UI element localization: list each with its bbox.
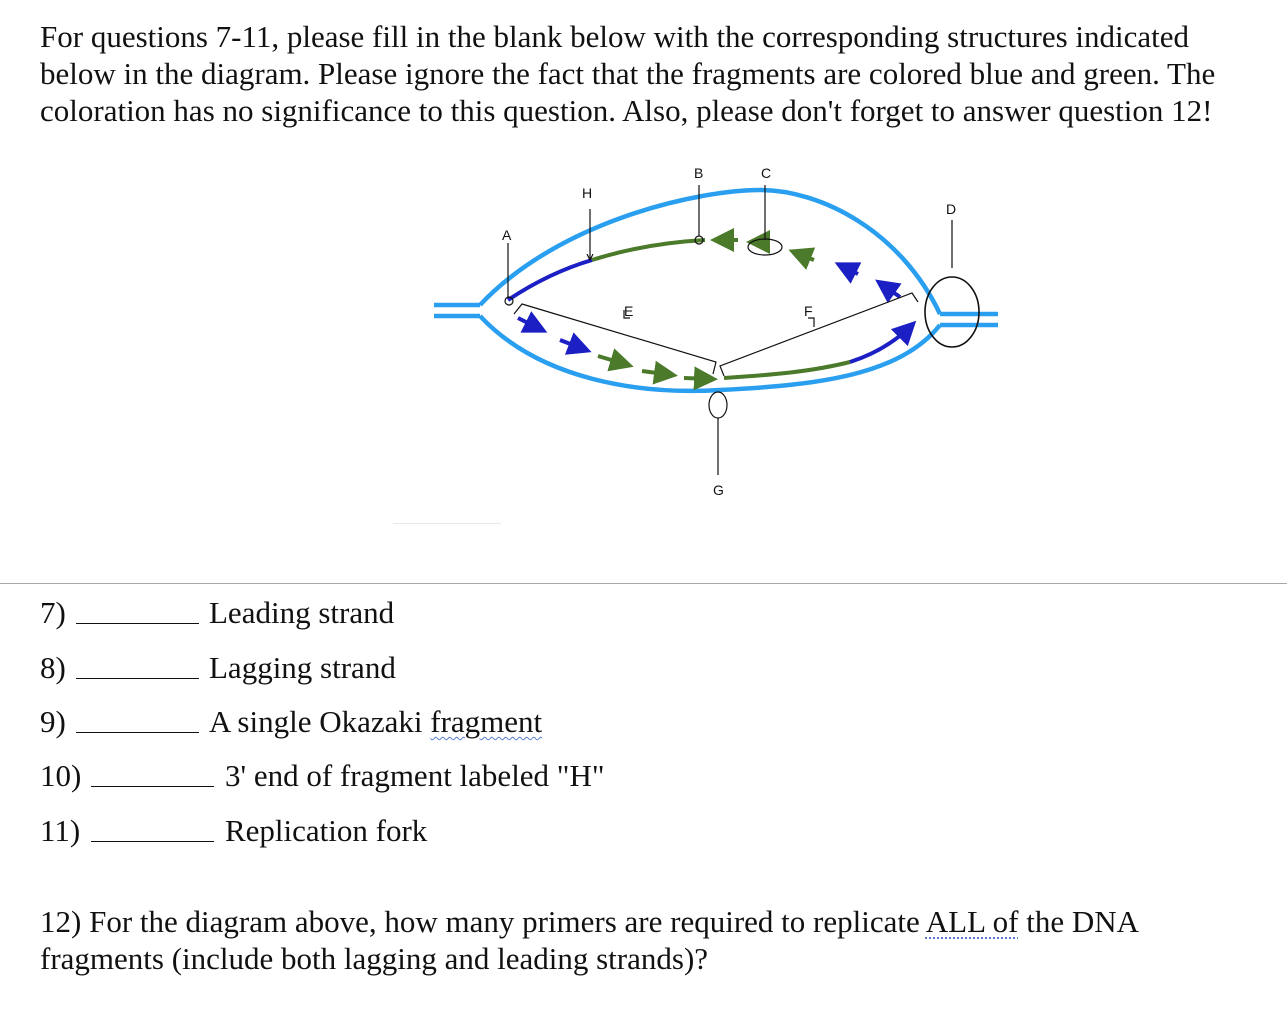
question-text: Leading strand <box>209 595 395 630</box>
answer-blank[interactable] <box>76 732 199 733</box>
question-11 <box>40 813 740 853</box>
leading-strand-top <box>508 260 592 300</box>
question-12-text-start: 12) For the diagram above, how many primers are required to replicate <box>40 904 926 939</box>
section-divider <box>0 583 1287 584</box>
label-C: C <box>761 165 772 181</box>
green-strand-top <box>592 240 705 260</box>
question-text <box>209 704 542 740</box>
parent-duplex-left <box>434 305 480 316</box>
question-7 <box>40 595 740 635</box>
label-G: G <box>713 482 724 498</box>
okazaki-fragments-top <box>716 240 900 297</box>
answer-blank[interactable] <box>91 841 214 842</box>
instructions-paragraph: For questions 7-11, please fill in the blank below with the corresponding structures indicated below in the diagram. Please ignore the fact that the fragments are colored blue and green. The coloration has no significance to this question. Also, please don't forget to answer question 12! <box>40 19 1216 128</box>
question-12-emphasis: ALL of <box>925 904 1019 939</box>
answer-blank[interactable] <box>76 623 199 624</box>
question-number: 10) <box>40 758 82 793</box>
faint-rule <box>393 523 501 524</box>
green-strand-bottom <box>724 362 850 378</box>
okazaki-fragments-bottom <box>518 318 712 379</box>
label-A: A <box>502 227 512 243</box>
question-text: 3' end of fragment labeled "H" <box>225 758 605 793</box>
answer-blank[interactable] <box>76 678 199 679</box>
label-E: E <box>624 303 634 319</box>
question-8 <box>40 650 740 690</box>
question-12-text-end: the DNA fragments (include both lagging and leading strands)? <box>40 904 1146 976</box>
question-number: 8) <box>40 650 66 685</box>
parent-duplex-right <box>940 314 998 325</box>
replication-bubble-diagram <box>380 150 1020 510</box>
answer-blank[interactable] <box>91 786 214 787</box>
label-F: F <box>804 303 813 319</box>
pointer-G <box>709 392 727 475</box>
question-10 <box>40 758 740 798</box>
label-B: B <box>694 165 704 181</box>
pointer-C <box>748 185 782 255</box>
question-9 <box>40 704 740 744</box>
label-D: D <box>946 201 957 217</box>
label-H: H <box>582 185 593 201</box>
question-number: 9) <box>40 704 66 739</box>
question-text: Replication fork <box>225 813 428 848</box>
parent-strand-top <box>480 190 940 314</box>
question-number: 7) <box>40 595 66 630</box>
question-text: Lagging strand <box>209 650 396 685</box>
question-text-underlined: fragment <box>430 704 543 739</box>
question-12 <box>40 903 1240 977</box>
pointer-D <box>925 220 979 347</box>
question-text-plain: A single Okazaki <box>209 704 431 739</box>
question-number: 11) <box>40 813 81 848</box>
